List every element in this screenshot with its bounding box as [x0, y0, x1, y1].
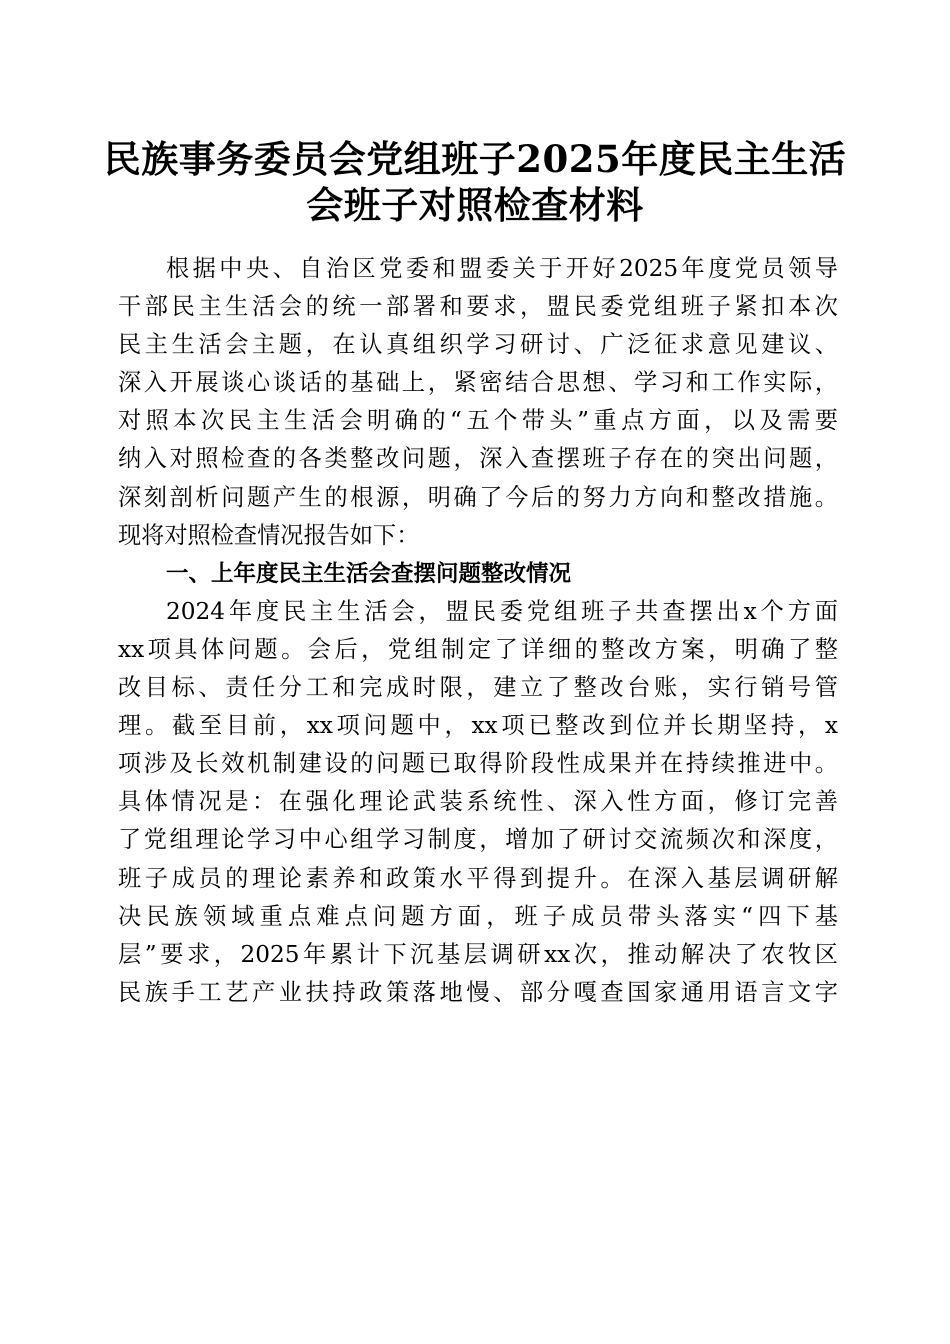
paragraph-line: 根据中央、自治区党委和盟委关于开好2025年度党员领导: [166, 255, 838, 282]
paragraph-line: 深入开展谈心谈话的基础上，紧密结合思想、学习和工作实际，: [118, 369, 838, 397]
paragraph-line: 深刻剖析问题产生的根源，明确了今后的努力方向和整改措施。: [118, 483, 838, 511]
title-line-2: 会班子对照检查材料: [306, 183, 644, 227]
paragraph-line: 现将对照检查情况报告如下：: [118, 521, 420, 549]
paragraph-line: xx项具体问题。会后，党组制定了详细的整改方案，明确了整: [118, 635, 838, 663]
paragraph-line: 纳入对照检查的各类整改问题，深入查摆班子存在的突出问题，: [118, 445, 838, 473]
section-heading-1: 一、上年度民主生活会查摆问题整改情况: [166, 560, 572, 587]
paragraph-line: 改目标、责任分工和完成时限，建立了整改台账，实行销号管: [118, 674, 838, 702]
paragraph-line: 了党组理论学习中心组学习制度，增加了研讨交流频次和深度，: [118, 826, 838, 854]
paragraph-line: 具体情况是：在强化理论武装系统性、深入性方面，修订完善: [118, 788, 838, 816]
paragraph-line: 民族手工艺产业扶持政策落地慢、部分嘎查国家通用语言文字: [118, 978, 838, 1006]
paragraph-line: 2024年度民主生活会，盟民委党组班子共查摆出x个方面: [166, 597, 838, 625]
paragraph-line: 决民族领域重点难点问题方面，班子成员带头落实“四下基: [118, 902, 838, 930]
paragraph-line: 层”要求，2025年累计下沉基层调研xx次，推动解决了农牧区: [118, 940, 838, 968]
paragraph-line: 班子成员的理论素养和政策水平得到提升。在深入基层调研解: [118, 864, 838, 892]
paragraph-rectification: [118, 593, 838, 1012]
paragraph-intro: [118, 250, 838, 555]
paragraph-line: 项涉及长效机制建设的问题已取得阶段性成果并在持续推进中。: [118, 750, 838, 778]
paragraph-line: 民主生活会主题，在认真组织学习研讨、广泛征求意见建议、: [118, 331, 838, 359]
title-line-1: 民族事务委员会党组班子2025年度民主生活: [103, 137, 847, 181]
paragraph-line: 干部民主生活会的统一部署和要求，盟民委党组班子紧扣本次: [118, 293, 838, 321]
paragraph-line: 理。截至目前，xx项问题中，xx项已整改到位并长期坚持，x: [118, 712, 838, 740]
document-title: [0, 136, 950, 228]
document-body: [118, 250, 838, 1012]
paragraph-line: 对照本次民主生活会明确的“五个带头”重点方面，以及需要: [118, 407, 838, 435]
